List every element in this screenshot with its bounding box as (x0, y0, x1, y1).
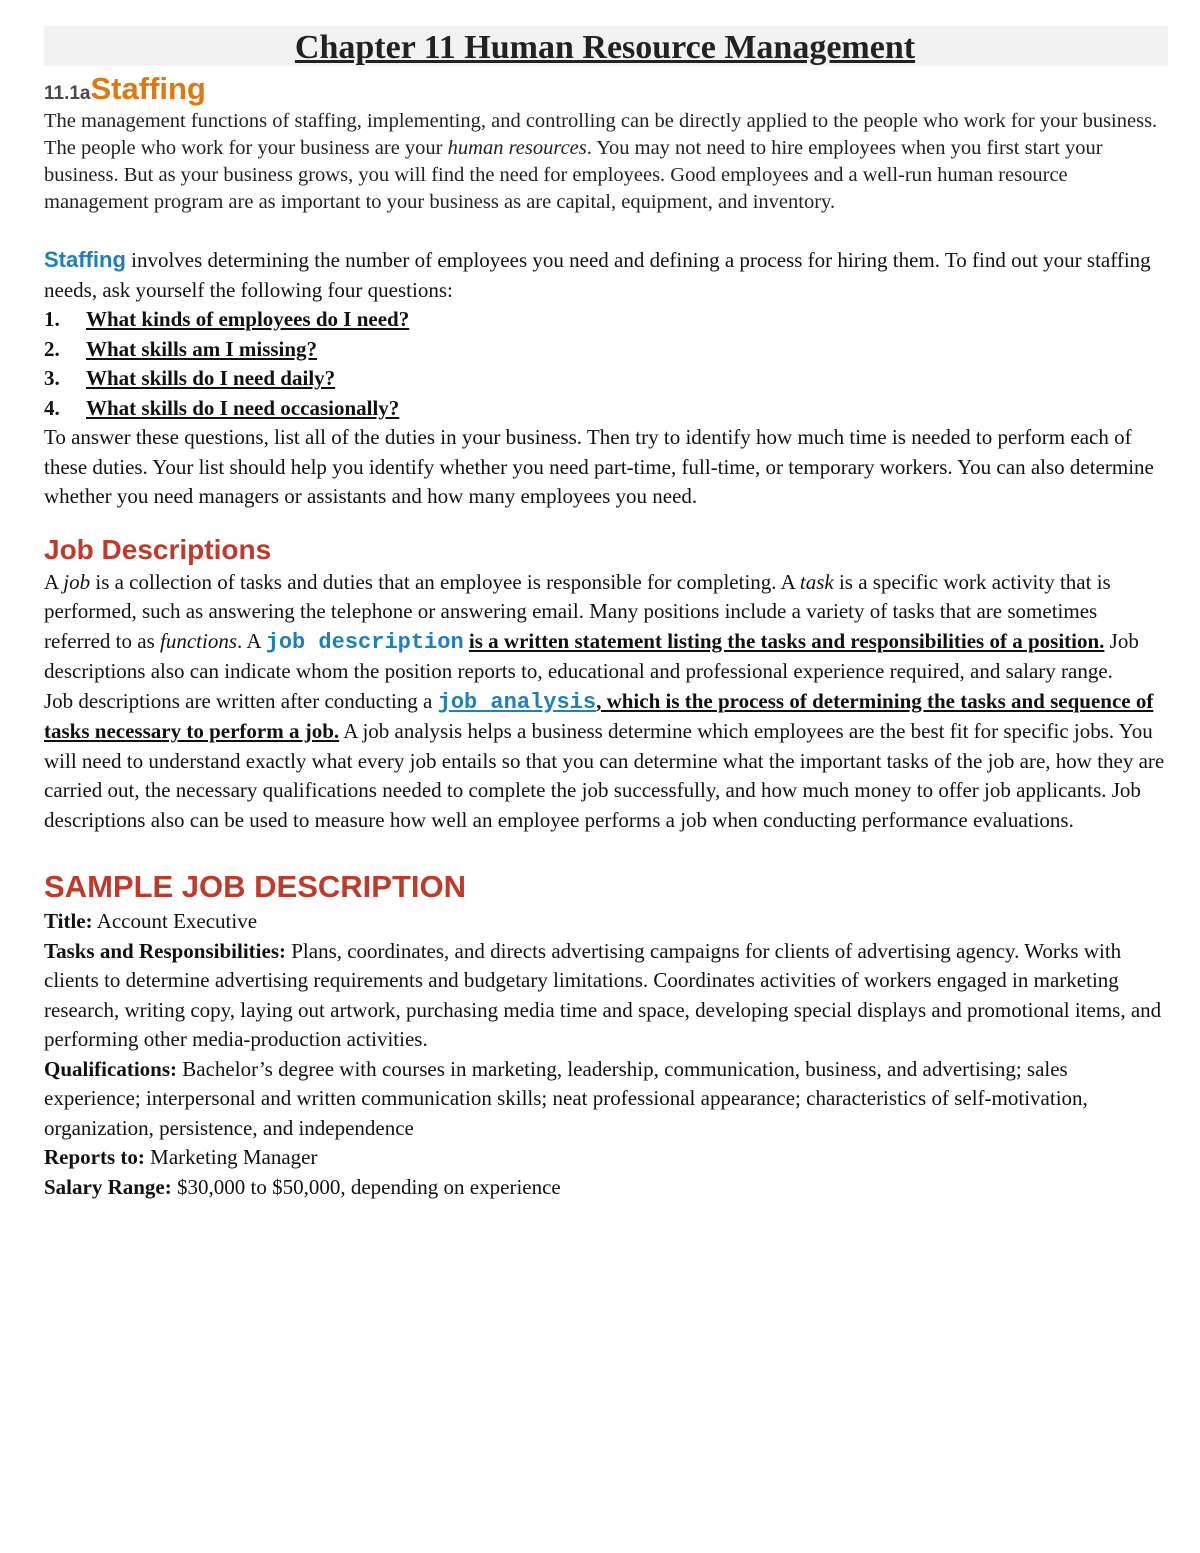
qualifications-label: Qualifications: (44, 1056, 178, 1081)
job-descriptions-heading: Job Descriptions (44, 533, 272, 565)
section-number: 11.1a (44, 83, 91, 104)
job-description-term: job description (265, 629, 464, 655)
title-label: Title: (44, 909, 93, 933)
question-list (44, 305, 1168, 423)
staffing-term: Staffing (44, 247, 126, 272)
human-resources-term: human resources (447, 137, 587, 159)
sample-reports-line: Reports to: Marketing Manager (44, 1145, 318, 1169)
job-term: job (63, 569, 91, 594)
list-item: 2. What skills am I missing? (44, 336, 318, 361)
list-item: 1. What kinds of employees do I need? (44, 307, 410, 331)
list-item: 4. What skills do I need occasionally? (44, 395, 400, 420)
tasks-label: Tasks and Responsibilities: (44, 938, 286, 963)
functions-term: functions (160, 628, 238, 653)
staffing-paragraph: Staffing involves determining the number of employees you need and defining a process for hiring them. To find out your staffing needs, ask yourself the following four questions: (44, 247, 1151, 302)
job-analysis-paragraph: Job descriptions are written after conducting a job analysis, which is the process of determining the tasks and sequence of tasks necessary to perform a job. A job analysis helps a business determine which employees are the best fit for specific jobs. You will need to understand exactly what every job entails so that you can determine what the important tasks of the job are, how they are carried out, the necessary qualifications needed to complete the job successfully, and how much money to offer job applicants. Job descriptions also can be used to measure how well an employee performs a job when conducting performance evaluations. (44, 688, 1165, 832)
sample-job-description-heading: SAMPLE JOB DESCRIPTION (44, 869, 466, 904)
answer-paragraph: To answer these questions, list all of the duties in your business. Then try to identify how much time is needed to perform each of these duties. Your list should help you identify whether you need part-time, full-time, or temporary workers. You can also determine whether you need managers or assistants and how many employees you need. (44, 425, 1154, 508)
task-term: task (799, 569, 834, 594)
job-paragraph: A job is a collection of tasks and duties that an employee is responsible for completing. A task is a specific work activity that is performed, such as answering the telephone or answering email. Many positions include a variety of tasks that are sometimes referred to as functions. A job description is a written statement listing the tasks and responsibilities of a position. Job descriptions also can indicate whom the position reports to, educational and professional experience required, and salary range. (44, 569, 1139, 683)
section-heading (44, 70, 1168, 108)
job-analysis-definition: , which is the process of determining the tasks and sequence of tasks necessary to perform a job. (44, 688, 1154, 743)
list-item: 3. What skills do I need daily? (44, 366, 336, 390)
sample-tasks-line: Tasks and Responsibilities: Plans, coordinates, and directs advertising campaigns for clients of advertising agency. Works with clients to determine advertising requirements and budgetary limitations. Coordinates activities of workers engaged in marketing research, writing copy, laying out artwork, purchasing media time and space, developing special displays and promotional items, and performing other media-production activities. (44, 938, 1162, 1051)
sample-title-line: Title: Account Executive (44, 909, 258, 933)
document-body (44, 70, 1168, 1202)
reports-label: Reports to: (44, 1145, 145, 1169)
job-description-definition: is a written statement listing the tasks and responsibilities of a position. (468, 628, 1105, 653)
sample-salary-line: Salary Range: $30,000 to $50,000, depending on experience (44, 1174, 561, 1199)
job-analysis-term: job analysis (437, 689, 597, 715)
salary-label: Salary Range: (44, 1174, 172, 1199)
intro-paragraph: The management functions of staffing, implementing, and controlling can be directly applied to the people who work for your business. The people who work for your business are your human resources. You may not need to hire employees when you first start your business. But as your business grows, you will find the need for employees. Good employees and a well-run human resource management program are as important to your business as are capital, equipment, and inventory. (44, 110, 1158, 213)
chapter-title: Chapter 11 Human Resource Management (294, 29, 916, 66)
sample-qualifications-line: Qualifications: Bachelor’s degree with courses in marketing, leadership, communication, business, and advertising; sales experience; interpersonal and written communication skills; neat professional appearance; characteristics of self-motivation, organization, persistence, and independence (44, 1056, 1088, 1140)
section-title: Staffing (90, 71, 206, 106)
